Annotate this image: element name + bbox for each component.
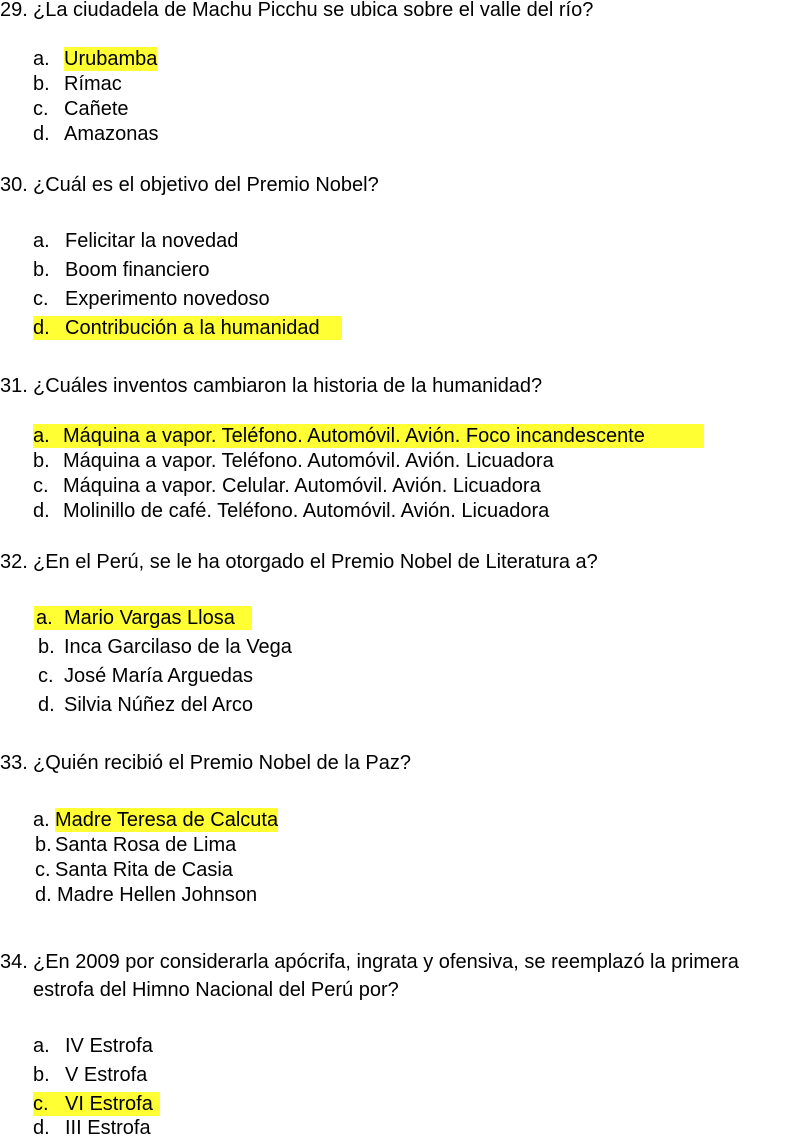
option-30b (33, 258, 210, 282)
option-text: IV Estrofa (65, 1035, 153, 1057)
question-number: 31. (0, 375, 28, 397)
option-30a (33, 229, 239, 253)
question-number: 29. (0, 0, 28, 21)
option-text: Amazonas (64, 123, 159, 145)
option-letter: b. (33, 73, 50, 95)
question-34-line2 (33, 978, 399, 1002)
option-letter: b. (38, 636, 55, 658)
option-text: Silvia Núñez del Arco (64, 694, 253, 716)
option-32a (34, 606, 252, 630)
option-letter: c. (33, 1093, 49, 1115)
option-33d (35, 883, 258, 907)
option-letter: c. (35, 859, 51, 881)
option-letter: d. (33, 500, 50, 522)
option-letter: c. (33, 288, 49, 310)
question-number: 32. (0, 551, 28, 573)
option-text: III Estrofa (65, 1117, 151, 1139)
option-text: Molinillo de café. Teléfono. Automóvil. Avión. Licuadora (63, 500, 550, 522)
option-letter: d. (33, 1117, 50, 1139)
question-text: ¿Quién recibió el Premio Nobel de la Paz? (33, 752, 411, 774)
option-34c (33, 1092, 160, 1116)
question-text: ¿Cuál es el objetivo del Premio Nobel? (33, 174, 379, 196)
option-text: José María Arguedas (64, 665, 253, 687)
option-text-highlighted: Máquina a vapor. Teléfono. Automóvil. Avión. Foco incandescente (63, 425, 645, 447)
option-text: Santa Rita de Casia (55, 859, 233, 881)
option-29d (33, 122, 159, 146)
question-33 (0, 751, 800, 775)
option-text-highlighted: Mario Vargas Llosa (64, 607, 235, 629)
question-29 (0, 0, 800, 22)
option-letter: a. (33, 425, 50, 447)
question-32 (0, 550, 800, 574)
question-number: 33. (0, 752, 28, 774)
option-34b (33, 1063, 148, 1087)
option-29a (33, 47, 158, 71)
option-letter: c. (38, 665, 54, 687)
question-30 (0, 173, 800, 197)
option-34a (33, 1034, 153, 1058)
question-text: ¿En el Perú, se le ha otorgado el Premio Nobel de Literatura a? (33, 551, 598, 573)
question-text: ¿Cuáles inventos cambiaron la historia de la humanidad? (33, 375, 543, 397)
option-33b (35, 833, 237, 857)
option-33a (33, 808, 279, 832)
option-letter: c. (33, 98, 49, 120)
question-text: ¿La ciudadela de Machu Picchu se ubica sobre el valle del río? (33, 0, 594, 21)
option-letter: a. (33, 48, 50, 70)
option-31d (33, 499, 550, 523)
option-29b (33, 72, 122, 96)
option-letter: c. (33, 475, 49, 497)
option-letter: b. (33, 259, 50, 281)
option-letter: a. (33, 230, 50, 252)
option-letter: b. (35, 834, 52, 856)
option-text-highlighted: Contribución a la humanidad (65, 317, 320, 339)
option-33c (35, 858, 233, 882)
option-text: Santa Rosa de Lima (55, 834, 237, 856)
option-letter: a. (33, 1035, 50, 1057)
question-number: 34. (0, 951, 28, 973)
option-letter: d. (35, 884, 52, 906)
option-text: V Estrofa (65, 1064, 148, 1086)
question-text: ¿En 2009 por considerarla apócrifa, ingrata y ofensiva, se reemplazó la primera (33, 951, 739, 973)
option-30c (33, 287, 270, 311)
option-text: Felicitar la novedad (65, 230, 239, 252)
option-letter: d. (33, 123, 50, 145)
option-text: Rímac (64, 73, 122, 95)
option-29c (33, 97, 129, 121)
option-31c (33, 474, 541, 498)
option-letter: d. (33, 317, 50, 339)
option-letter: a. (36, 607, 53, 629)
option-text: Inca Garcilaso de la Vega (64, 636, 292, 658)
option-31a (33, 424, 704, 448)
option-text: Experimento novedoso (65, 288, 270, 310)
option-text-highlighted: Urubamba (64, 48, 158, 70)
option-30d (33, 316, 342, 340)
question-31 (0, 374, 800, 398)
option-text: Madre Hellen Johnson (57, 884, 258, 906)
question-number: 30. (0, 174, 28, 196)
option-34d (33, 1116, 151, 1140)
option-text-highlighted: Madre Teresa de Calcuta (55, 809, 279, 831)
option-31b (33, 449, 554, 473)
option-letter: d. (38, 694, 55, 716)
option-letter: b. (33, 450, 50, 472)
option-text: Máquina a vapor. Celular. Automóvil. Avión. Licuadora (63, 475, 541, 497)
option-letter: a. (33, 809, 50, 831)
question-34 (0, 950, 800, 974)
option-text: Boom financiero (65, 259, 210, 281)
option-letter: b. (33, 1064, 50, 1086)
question-text-continued: estrofa del Himno Nacional del Perú por? (33, 979, 399, 1001)
option-text-highlighted: VI Estrofa (65, 1093, 153, 1115)
option-text: Máquina a vapor. Teléfono. Automóvil. Avión. Licuadora (63, 450, 554, 472)
option-text: Cañete (64, 98, 129, 120)
